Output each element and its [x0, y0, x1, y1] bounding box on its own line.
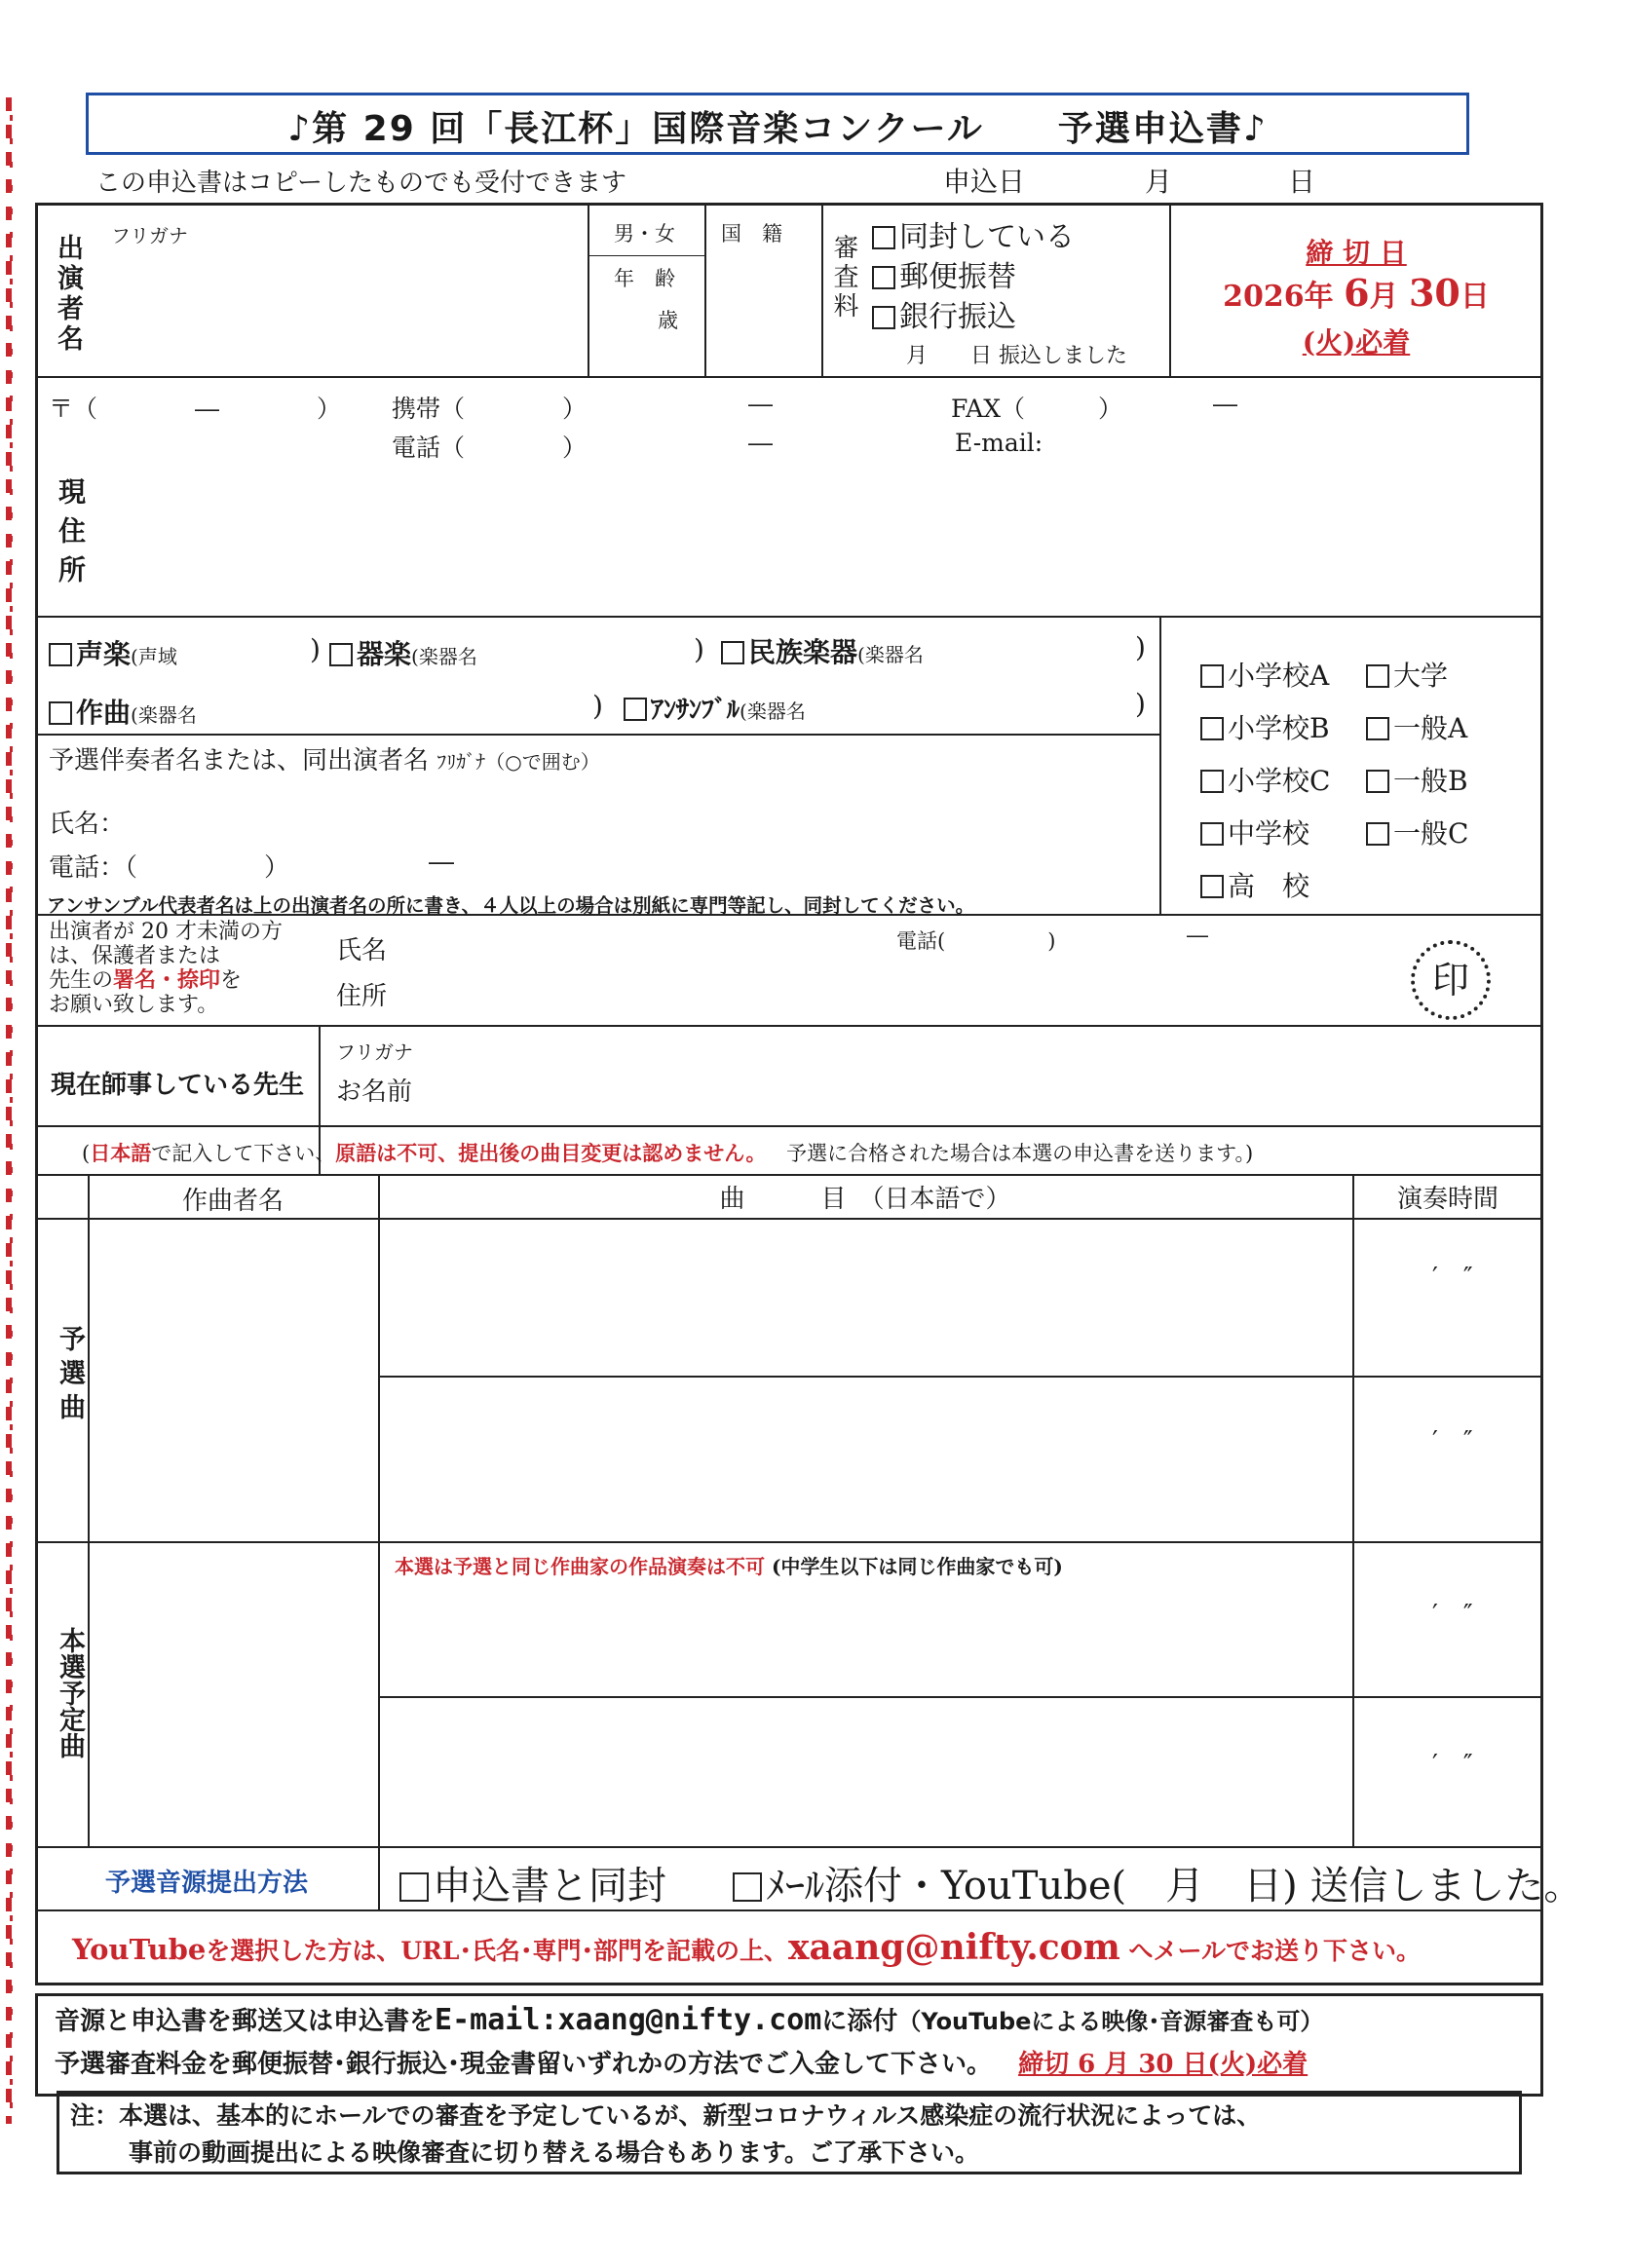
- accompanist-furigana-note: ﾌﾘｶﾞﾅ（○で囲む）: [436, 750, 600, 774]
- guardian-name-label[interactable]: 氏名: [336, 936, 388, 965]
- submission-mail-text: ﾒｰﾙ添付・YouTube( 月 日) 送信しました。: [766, 1864, 1583, 1909]
- grade-label: 小学校C: [1228, 765, 1331, 797]
- age-unit: 歳: [658, 309, 678, 332]
- apply-day: 日: [1288, 166, 1316, 198]
- instrument-sub: (楽器名: [411, 645, 477, 668]
- accompanist-label: [49, 740, 600, 776]
- postal-code[interactable]: 〒（ ― ）: [49, 395, 342, 423]
- vocal-close: ): [310, 633, 321, 665]
- songs-note-p1: (: [82, 1142, 91, 1165]
- submission-mail[interactable]: [733, 1855, 1582, 1910]
- fee-postal-checkbox[interactable]: [872, 266, 895, 289]
- accompanist-name[interactable]: 氏名：: [49, 810, 126, 839]
- fee-option-bank[interactable]: [872, 292, 1016, 335]
- fax-label[interactable]: FAX（ ）: [951, 395, 1123, 423]
- ethnic-checkbox[interactable]: [721, 641, 744, 664]
- ensemble-option: [624, 690, 806, 726]
- grade-label: 小学校B: [1228, 712, 1330, 744]
- grade-label: 一般A: [1393, 712, 1468, 744]
- guardian-note: [49, 920, 283, 1017]
- submission-enclosed-text: 申込書と同封: [433, 1864, 666, 1909]
- composition-label: 作曲: [76, 697, 132, 729]
- deadline-year: 2026: [1223, 280, 1305, 314]
- ensemble-checkbox[interactable]: [624, 698, 647, 721]
- time-mark-3[interactable]: ′ ″: [1432, 1600, 1473, 1629]
- youtube-email: xaang@nifty.com: [788, 1927, 1120, 1968]
- songs-note-p2: 日本語: [90, 1141, 152, 1165]
- final-note-red: 本選は予選と同じ作曲家の作品演奏は不可: [395, 1555, 765, 1578]
- ethnic-sub: (楽器名: [857, 643, 924, 666]
- mobile-dash: ―: [748, 390, 773, 418]
- deadline-weekday: (火)必着: [1302, 326, 1411, 359]
- ethnic-close: ): [1135, 631, 1146, 663]
- vocal-sub: (声域: [131, 645, 177, 668]
- email-label[interactable]: E-mail:: [955, 429, 1043, 457]
- instrument-option: [329, 633, 477, 672]
- guardian-note-1: 出演者が 20 才未満の方: [49, 920, 283, 944]
- grade-checkbox[interactable]: [1200, 770, 1224, 793]
- apply-month: 月: [1145, 166, 1173, 198]
- youtube-line-b: を選択した方は、URL･氏名･専門･部門を記載の上、: [206, 1937, 789, 1965]
- grade-checkbox[interactable]: [1200, 875, 1224, 898]
- address-label: 現住所: [55, 477, 87, 594]
- guardian-phone[interactable]: 電話( ): [896, 929, 1056, 953]
- copy-note: この申込書はコピーしたものでも受付できます: [95, 169, 626, 198]
- seal-mark: [1411, 940, 1491, 1020]
- grade-option-0[interactable]: [1200, 655, 1366, 694]
- fee-postal-text: 郵便振替: [899, 260, 1016, 294]
- deadline-tsuki: 月: [1369, 280, 1399, 314]
- guardian-note-4: お願い致します。: [49, 993, 219, 1017]
- guardian-note-3a: 先生の: [49, 968, 114, 993]
- vocal-label: 声楽: [76, 638, 132, 670]
- songs-note: [82, 1138, 1253, 1167]
- submission-enclosed[interactable]: [399, 1855, 666, 1910]
- ensemble-note: アンサンブル代表者名は上の出演者名の所に書き、４人以上の場合は別紙に専門等記し、同封してください。: [47, 894, 975, 917]
- guardian-address-label[interactable]: 住所: [336, 982, 388, 1011]
- ensemble-sub: (楽器名: [740, 699, 806, 723]
- applicant-name-label: 出演者名: [53, 234, 83, 355]
- fee-bank-checkbox[interactable]: [872, 306, 895, 329]
- fee-enclosed-text: 同封している: [899, 220, 1075, 254]
- grade-option-5[interactable]: [1366, 760, 1532, 799]
- notice-line-2: 事前の動画提出による映像審査に切り替える場合もあります。ご了承下さい。: [129, 2138, 980, 2167]
- mail-line-2b: 締切 6 月 30 日(火)必着: [1018, 2050, 1309, 2079]
- seal-icon: 印: [1431, 959, 1469, 1002]
- page-title: ♪第 29 回「長江杯」国際音楽コンクール 予選申込書♪: [287, 109, 1268, 149]
- teacher-furigana: フリガナ: [336, 1040, 413, 1064]
- composition-option: [49, 692, 197, 731]
- grade-checkbox[interactable]: [1200, 822, 1224, 846]
- guardian-note-3c: を: [220, 968, 243, 993]
- deadline-date: [1169, 271, 1543, 315]
- guardian-phone-dash: ―: [1187, 924, 1208, 948]
- accompanist-phone[interactable]: 電話：（ ）: [49, 853, 290, 883]
- final-note-black: (中学生以下は同じ作曲家でも可): [771, 1555, 1063, 1578]
- songs-note-p5: 予選に合格された場合は本選の申込書を送ります。): [786, 1142, 1254, 1165]
- accompanist-phone-dash: ―: [429, 848, 454, 877]
- time-header: 演奏時間: [1396, 1185, 1498, 1214]
- fax-dash: ―: [1213, 390, 1237, 418]
- grade-option-3[interactable]: [1366, 707, 1532, 746]
- grade-checkbox[interactable]: [1200, 664, 1224, 688]
- category-row-1: [49, 633, 177, 672]
- grade-grid: [1200, 655, 1532, 904]
- grade-label: 一般B: [1393, 765, 1468, 797]
- mail-line-1a: 音源と申込書を郵送又は申込書を: [55, 2007, 436, 2036]
- composition-close: ): [592, 690, 603, 722]
- grade-checkbox[interactable]: [1366, 717, 1389, 740]
- ethnic-label: 民族楽器: [748, 636, 858, 668]
- grade-label: 小学校A: [1228, 660, 1330, 692]
- phone-label[interactable]: 電話（ ）: [392, 434, 588, 462]
- piece-header: 曲 目 （日本語で）: [719, 1185, 1011, 1214]
- grade-option-7[interactable]: [1366, 813, 1532, 851]
- grade-checkbox[interactable]: [1200, 717, 1224, 740]
- time-mark-1[interactable]: ′ ″: [1432, 1263, 1473, 1292]
- grade-label: 大学: [1393, 660, 1449, 692]
- teacher-label: 現在師事している先生: [51, 1071, 305, 1100]
- deadline-hi: 日: [1460, 280, 1490, 314]
- grade-label: 高 校: [1228, 870, 1310, 902]
- songs-note-p3: で記入して下さい、: [151, 1142, 336, 1165]
- ensemble-close: ): [1135, 688, 1146, 720]
- grade-option-8[interactable]: [1200, 865, 1366, 904]
- submission-mail-checkbox[interactable]: [733, 1872, 762, 1902]
- final-label: 本選予定曲: [55, 1627, 85, 1758]
- instrument-close: ): [694, 633, 704, 665]
- grade-label: 一般C: [1393, 817, 1469, 850]
- mail-line-2: [55, 2044, 1308, 2080]
- guardian-note-2: は、保護者または: [49, 944, 221, 968]
- time-mark-4[interactable]: ′ ″: [1432, 1750, 1473, 1779]
- deadline-nen: 年: [1304, 280, 1334, 314]
- furigana-label: フリガナ: [111, 224, 188, 247]
- songs-note-p4: 原語は不可、提出後の曲目変更は認めません。: [335, 1141, 767, 1165]
- grade-option-6[interactable]: [1200, 813, 1366, 851]
- composition-sub: (楽器名: [131, 703, 197, 727]
- submission-label: 予選音源提出方法: [104, 1869, 308, 1898]
- instrument-checkbox[interactable]: [329, 643, 353, 666]
- fee-enclosed-checkbox[interactable]: [872, 226, 895, 249]
- guardian-note-3: [49, 968, 283, 993]
- fee-paid-date: 月 日 振込しました: [906, 344, 1127, 368]
- mail-line-1: [55, 2001, 1323, 2037]
- gender-field[interactable]: 男・女: [614, 222, 675, 246]
- youtube-line: [72, 1927, 1421, 1968]
- notice-line-1: 注：本選は、基本的にホールでの審査を予定しているが、新型コロナウィルス感染症の流行状況によっては、: [70, 2101, 1262, 2130]
- fee-option-enclosed[interactable]: [872, 212, 1075, 255]
- grade-checkbox[interactable]: [1366, 664, 1389, 688]
- youtube-line-a: YouTube: [72, 1933, 207, 1966]
- composition-checkbox[interactable]: [49, 701, 72, 725]
- apply-date-label: 申込日: [943, 166, 1026, 198]
- submission-enclosed-checkbox[interactable]: [399, 1872, 429, 1902]
- grade-label: 中学校: [1228, 817, 1310, 850]
- deadline-label: 締 切 日: [1306, 237, 1407, 269]
- guardian-note-3b: 署名・捺印: [113, 967, 221, 993]
- grade-option-4[interactable]: [1200, 760, 1366, 799]
- deadline-day: 30: [1408, 271, 1460, 315]
- prelim-label: 予選曲: [55, 1325, 85, 1427]
- perforation-dots: [10, 97, 13, 2124]
- composer-header: 作曲者名: [181, 1187, 284, 1216]
- mail-line-2a: 予選審査料金を郵便振替･銀行振込･現金書留いずれかの方法でご入金して下さい。: [55, 2050, 993, 2079]
- fee-label: 審査料: [829, 234, 858, 321]
- accompanist-label-text: 予選伴奏者名または、同出演者名: [49, 746, 430, 775]
- fee-bank-text: 銀行振込: [899, 300, 1016, 334]
- mail-line-1c: に添付: [821, 2007, 898, 2036]
- instrument-label: 器楽: [357, 638, 412, 670]
- nationality-label: 国 籍: [721, 222, 782, 246]
- grade-checkbox[interactable]: [1366, 770, 1389, 793]
- final-note: [395, 1551, 1063, 1579]
- youtube-line-c: へメールでお送り下さい。: [1128, 1937, 1422, 1965]
- grade-checkbox[interactable]: [1366, 822, 1389, 846]
- grade-option-1[interactable]: [1366, 655, 1532, 694]
- ensemble-label: ｱﾝｻﾝﾌﾞﾙ: [651, 696, 740, 725]
- grade-option-2[interactable]: [1200, 707, 1366, 746]
- phone-dash: ―: [748, 429, 773, 457]
- ethnic-option: [721, 631, 924, 670]
- time-mark-2[interactable]: ′ ″: [1432, 1426, 1473, 1455]
- age-label: 年 齢: [614, 267, 675, 290]
- mobile-label[interactable]: 携帯（ ）: [392, 395, 588, 423]
- vocal-checkbox[interactable]: [49, 643, 72, 666]
- mail-line-1b: E-mail:xaang@nifty.com: [435, 2003, 822, 2037]
- deadline-month: 6: [1344, 271, 1370, 315]
- fee-option-postal[interactable]: [872, 252, 1016, 295]
- teacher-name-label[interactable]: お名前: [336, 1077, 413, 1107]
- mail-line-1d: （YouTubeによる映像･音源審査も可）: [897, 2008, 1324, 2035]
